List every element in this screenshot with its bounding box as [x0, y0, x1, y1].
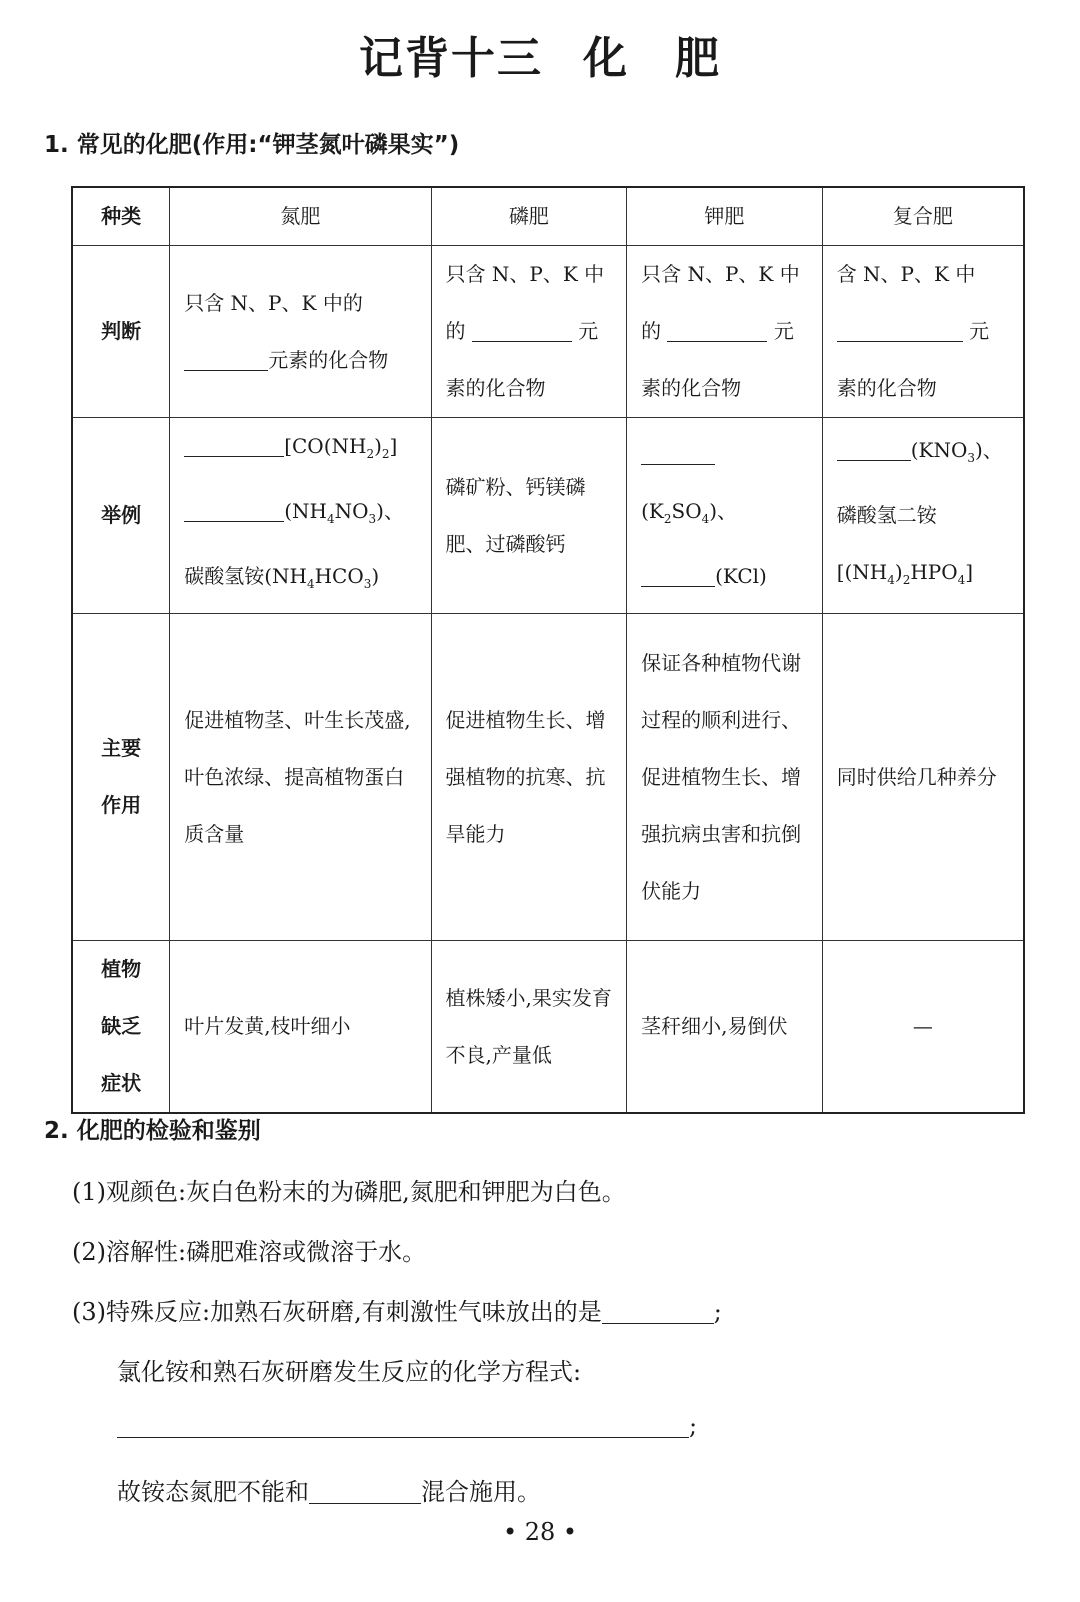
table-row-deficiency: [72, 941, 1024, 1114]
answer-blank[interactable]: [184, 350, 268, 371]
table-row-examples: [72, 418, 1024, 614]
answer-blank[interactable]: [837, 321, 963, 342]
cell-deficiency-c: —: [822, 941, 1024, 1114]
item-3: (3)特殊反应:加熟石灰研磨,有刺激性气味放出的是 ;: [72, 1298, 722, 1326]
cell-example-k: $(K_2SO_4)$、 (KCl): [627, 418, 823, 614]
header-potassium: 钾肥: [627, 187, 823, 246]
item-4: 氯化铵和熟石灰研磨发生反应的化学方程式:: [117, 1358, 582, 1386]
answer-blank[interactable]: [667, 321, 767, 342]
fertilizer-table: [71, 186, 1025, 1114]
item-6: 故铵态氮肥不能和 混合施用。: [117, 1478, 541, 1506]
answer-blank[interactable]: [641, 566, 715, 587]
cell-function-n: 促进植物茎、叶生长茂盛,叶色浓绿、提高植物蛋白质含量: [170, 614, 431, 941]
header-kind: 种类: [72, 187, 170, 246]
table-header-row: [72, 187, 1024, 246]
row-label-judgement: 判断: [72, 246, 170, 418]
answer-blank[interactable]: [184, 436, 284, 457]
cell-function-p: 促进植物生长、增强植物的抗寒、抗旱能力: [431, 614, 627, 941]
section2-heading: 2. 化肥的检验和鉴别: [44, 1118, 261, 1144]
item-1: (1)观颜色:灰白色粉末的为磷肥,氮肥和钾肥为白色。: [72, 1178, 626, 1206]
title-part2: 化 肥: [583, 33, 721, 84]
answer-blank[interactable]: [837, 440, 911, 461]
answer-blank[interactable]: [641, 444, 715, 465]
row-label-function: 主要 作用: [72, 614, 170, 941]
cell-judge-p: 只含 N、P、K 中的 元素的化合物: [431, 246, 627, 418]
equation-blank[interactable]: [117, 1413, 689, 1438]
table-row-judgement: [72, 246, 1024, 418]
item-2: (2)溶解性:磷肥难溶或微溶于水。: [72, 1238, 427, 1266]
cell-judge-c: 含 N、P、K 中 元 素的化合物: [822, 246, 1024, 418]
cell-deficiency-n: 叶片发黄,枝叶细小: [170, 941, 431, 1114]
section1-heading: 1. 常见的化肥(作用:“钾茎氮叶磷果实”): [44, 132, 460, 158]
answer-blank[interactable]: [602, 1299, 714, 1324]
page-title: [0, 22, 1080, 86]
header-phosphorus: 磷肥: [431, 187, 627, 246]
cell-deficiency-k: 茎秆细小,易倒伏: [627, 941, 823, 1114]
page-number: • 28 •: [502, 1518, 578, 1546]
row-label-deficiency: 植物 缺乏 症状: [72, 941, 170, 1114]
cell-judge-n: 只含 N、P、K 中的 元素的化合物: [170, 246, 431, 418]
cell-example-n: $[CO(NH_2)_2]$ $(NH_4NO_3)$、 碳酸氢铵$(NH_4HCO_3)$: [170, 418, 431, 614]
answer-blank[interactable]: [184, 501, 284, 522]
header-compound: 复合肥: [822, 187, 1024, 246]
answer-blank[interactable]: [309, 1479, 421, 1504]
cell-function-k: 保证各种植物代谢过程的顺利进行、促进植物生长、增强抗病虫害和抗倒伏能力: [627, 614, 823, 941]
title-part1: 记背十三: [359, 33, 543, 84]
cell-judge-k: 只含 N、P、K 中的 元素的化合物: [627, 246, 823, 418]
header-nitrogen: 氮肥: [170, 187, 431, 246]
answer-blank[interactable]: [472, 321, 572, 342]
cell-example-c: $(KNO_3)$、 磷酸氢二铵 $[(NH_4)_2HPO_4]$: [822, 418, 1024, 614]
cell-function-c: 同时供给几种养分: [822, 614, 1024, 941]
table-row-function: [72, 614, 1024, 941]
cell-deficiency-p: 植株矮小,果实发育不良,产量低: [431, 941, 627, 1114]
item-5: ;: [117, 1412, 697, 1440]
cell-example-p: 磷矿粉、钙镁磷肥、过磷酸钙: [431, 418, 627, 614]
row-label-examples: 举例: [72, 418, 170, 614]
